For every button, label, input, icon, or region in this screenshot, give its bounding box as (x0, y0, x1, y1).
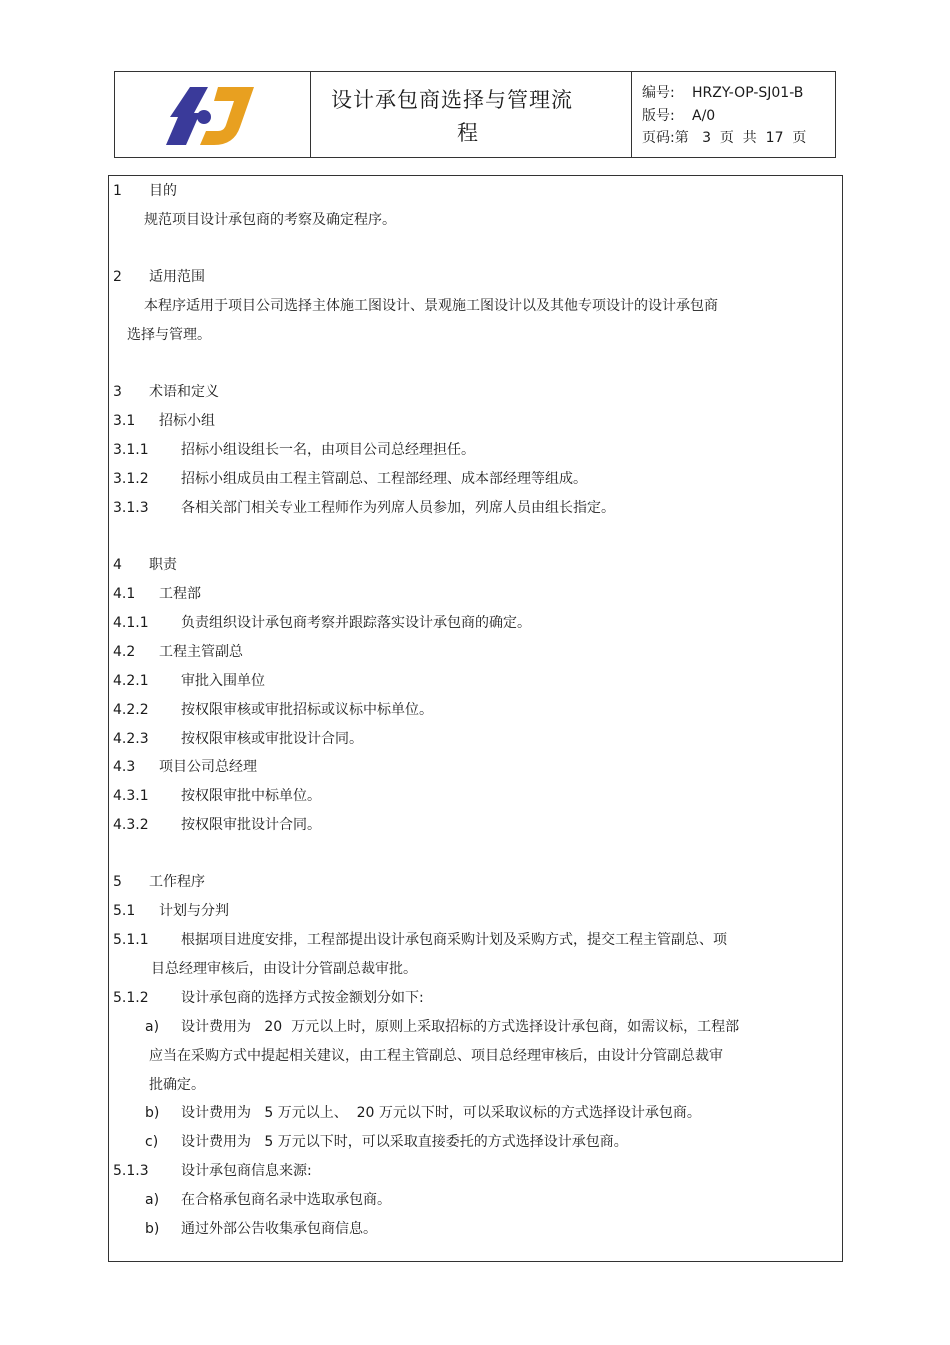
section-number: 3 (113, 384, 122, 400)
section-number: 4.2 (113, 644, 136, 660)
logo-cell (115, 72, 311, 157)
code-label: 编号: (642, 85, 675, 101)
section-number: 3.1 (113, 413, 136, 429)
document-title-line2: 程 (457, 121, 479, 145)
section-text: 根据项目进度安排，工程部提出设计承包商采购计划及采购方式，提交工程主管副总、项 (181, 932, 727, 948)
section-number: 3.1.2 (113, 471, 149, 487)
section-text: 按权限审批中标单位。 (181, 788, 321, 804)
page-label: 页码: (642, 130, 675, 146)
section-text: 招标小组设组长一名，由项目公司总经理担任。 (181, 442, 475, 458)
company-logo (160, 83, 256, 149)
section-text: 选择与管理。 (127, 327, 211, 343)
section-text: 目总经理审核后，由设计分管副总裁审批。 (151, 961, 417, 977)
section-text: 应当在采购方式中提起相关建议，由工程主管副总、项目总经理审核后，由设计分管副总裁审 (149, 1048, 723, 1064)
section-number: 3.1.1 (113, 442, 149, 458)
section-text: 项目公司总经理 (159, 759, 257, 775)
section-number: 4.1.1 (113, 615, 149, 631)
section-text: 设计费用为 5 万元以下时，可以采取直接委托的方式选择设计承包商。 (181, 1134, 628, 1150)
section-text: 按权限审核或审批设计合同。 (181, 731, 363, 747)
section-number: 3.1.3 (113, 500, 149, 516)
section-text: 批确定。 (149, 1077, 205, 1093)
section-text: 设计费用为 5 万元以上、 20 万元以下时，可以采取议标的方式选择设计承包商。 (181, 1105, 701, 1121)
section-text: 适用范围 (149, 269, 205, 285)
section-text: 审批入围单位 (181, 673, 265, 689)
section-number: a) (145, 1192, 160, 1208)
section-number: c) (145, 1134, 159, 1150)
section-number: 4.3 (113, 759, 136, 775)
title-cell (311, 72, 632, 157)
section-number: 4.3.2 (113, 817, 149, 833)
page-value: 第 3 页 共 17 页 (674, 130, 807, 146)
section-number: a) (145, 1019, 160, 1035)
section-text: 负责组织设计承包商考察并跟踪落实设计承包商的确定。 (181, 615, 531, 631)
section-text: 在合格承包商名录中选取承包商。 (181, 1192, 391, 1208)
section-number: 4.2.1 (113, 673, 149, 689)
section-text: 各相关部门相关专业工程师作为列席人员参加，列席人员由组长指定。 (181, 500, 615, 516)
section-text: 设计承包商信息来源: (181, 1163, 312, 1179)
meta-cell (632, 72, 835, 157)
section-number: 4.2.3 (113, 731, 149, 747)
section-text: 职责 (149, 557, 177, 573)
section-number: b) (145, 1105, 160, 1121)
code-row (642, 82, 803, 102)
section-text: 工程主管副总 (159, 644, 243, 660)
section-number: 4.2.2 (113, 702, 149, 718)
section-number: 1 (113, 183, 122, 199)
code-value: HRZY-OP-SJ01-B (692, 85, 804, 101)
page-row (642, 127, 806, 147)
section-text: 按权限审核或审批招标或议标中标单位。 (181, 702, 433, 718)
section-text: 设计承包商的选择方式按金额划分如下: (181, 990, 424, 1006)
version-row (642, 105, 715, 125)
document-header (114, 71, 836, 158)
section-text: 通过外部公告收集承包商信息。 (181, 1221, 377, 1237)
section-text: 按权限审批设计合同。 (181, 817, 321, 833)
section-number: 4.3.1 (113, 788, 149, 804)
version-value: A/0 (692, 108, 716, 124)
section-text: 目的 (149, 183, 177, 199)
section-text: 招标小组 (159, 413, 215, 429)
section-text: 术语和定义 (149, 384, 219, 400)
section-text: 计划与分判 (159, 903, 229, 919)
section-number: b) (145, 1221, 160, 1237)
document-body (108, 175, 843, 1262)
section-number: 5.1.3 (113, 1163, 149, 1179)
section-number: 5.1.1 (113, 932, 149, 948)
section-text: 招标小组成员由工程主管副总、工程部经理、成本部经理等组成。 (181, 471, 587, 487)
section-number: 5.1.2 (113, 990, 149, 1006)
version-label: 版号: (642, 108, 675, 124)
section-number: 5.1 (113, 903, 136, 919)
section-number: 5 (113, 874, 122, 890)
section-number: 4 (113, 557, 122, 573)
section-text: 工程部 (159, 586, 201, 602)
section-text: 工作程序 (149, 874, 205, 890)
section-number: 4.1 (113, 586, 136, 602)
section-text: 本程序适用于项目公司选择主体施工图设计、景观施工图设计以及其他专项设计的设计承包商 (144, 298, 718, 314)
section-text: 规范项目设计承包商的考察及确定程序。 (144, 212, 396, 228)
document-title-line1: 设计承包商选择与管理流 (331, 88, 573, 112)
section-number: 2 (113, 269, 122, 285)
section-text: 设计费用为 20 万元以上时，原则上采取招标的方式选择设计承包商，如需议标，工程部 (181, 1019, 740, 1035)
